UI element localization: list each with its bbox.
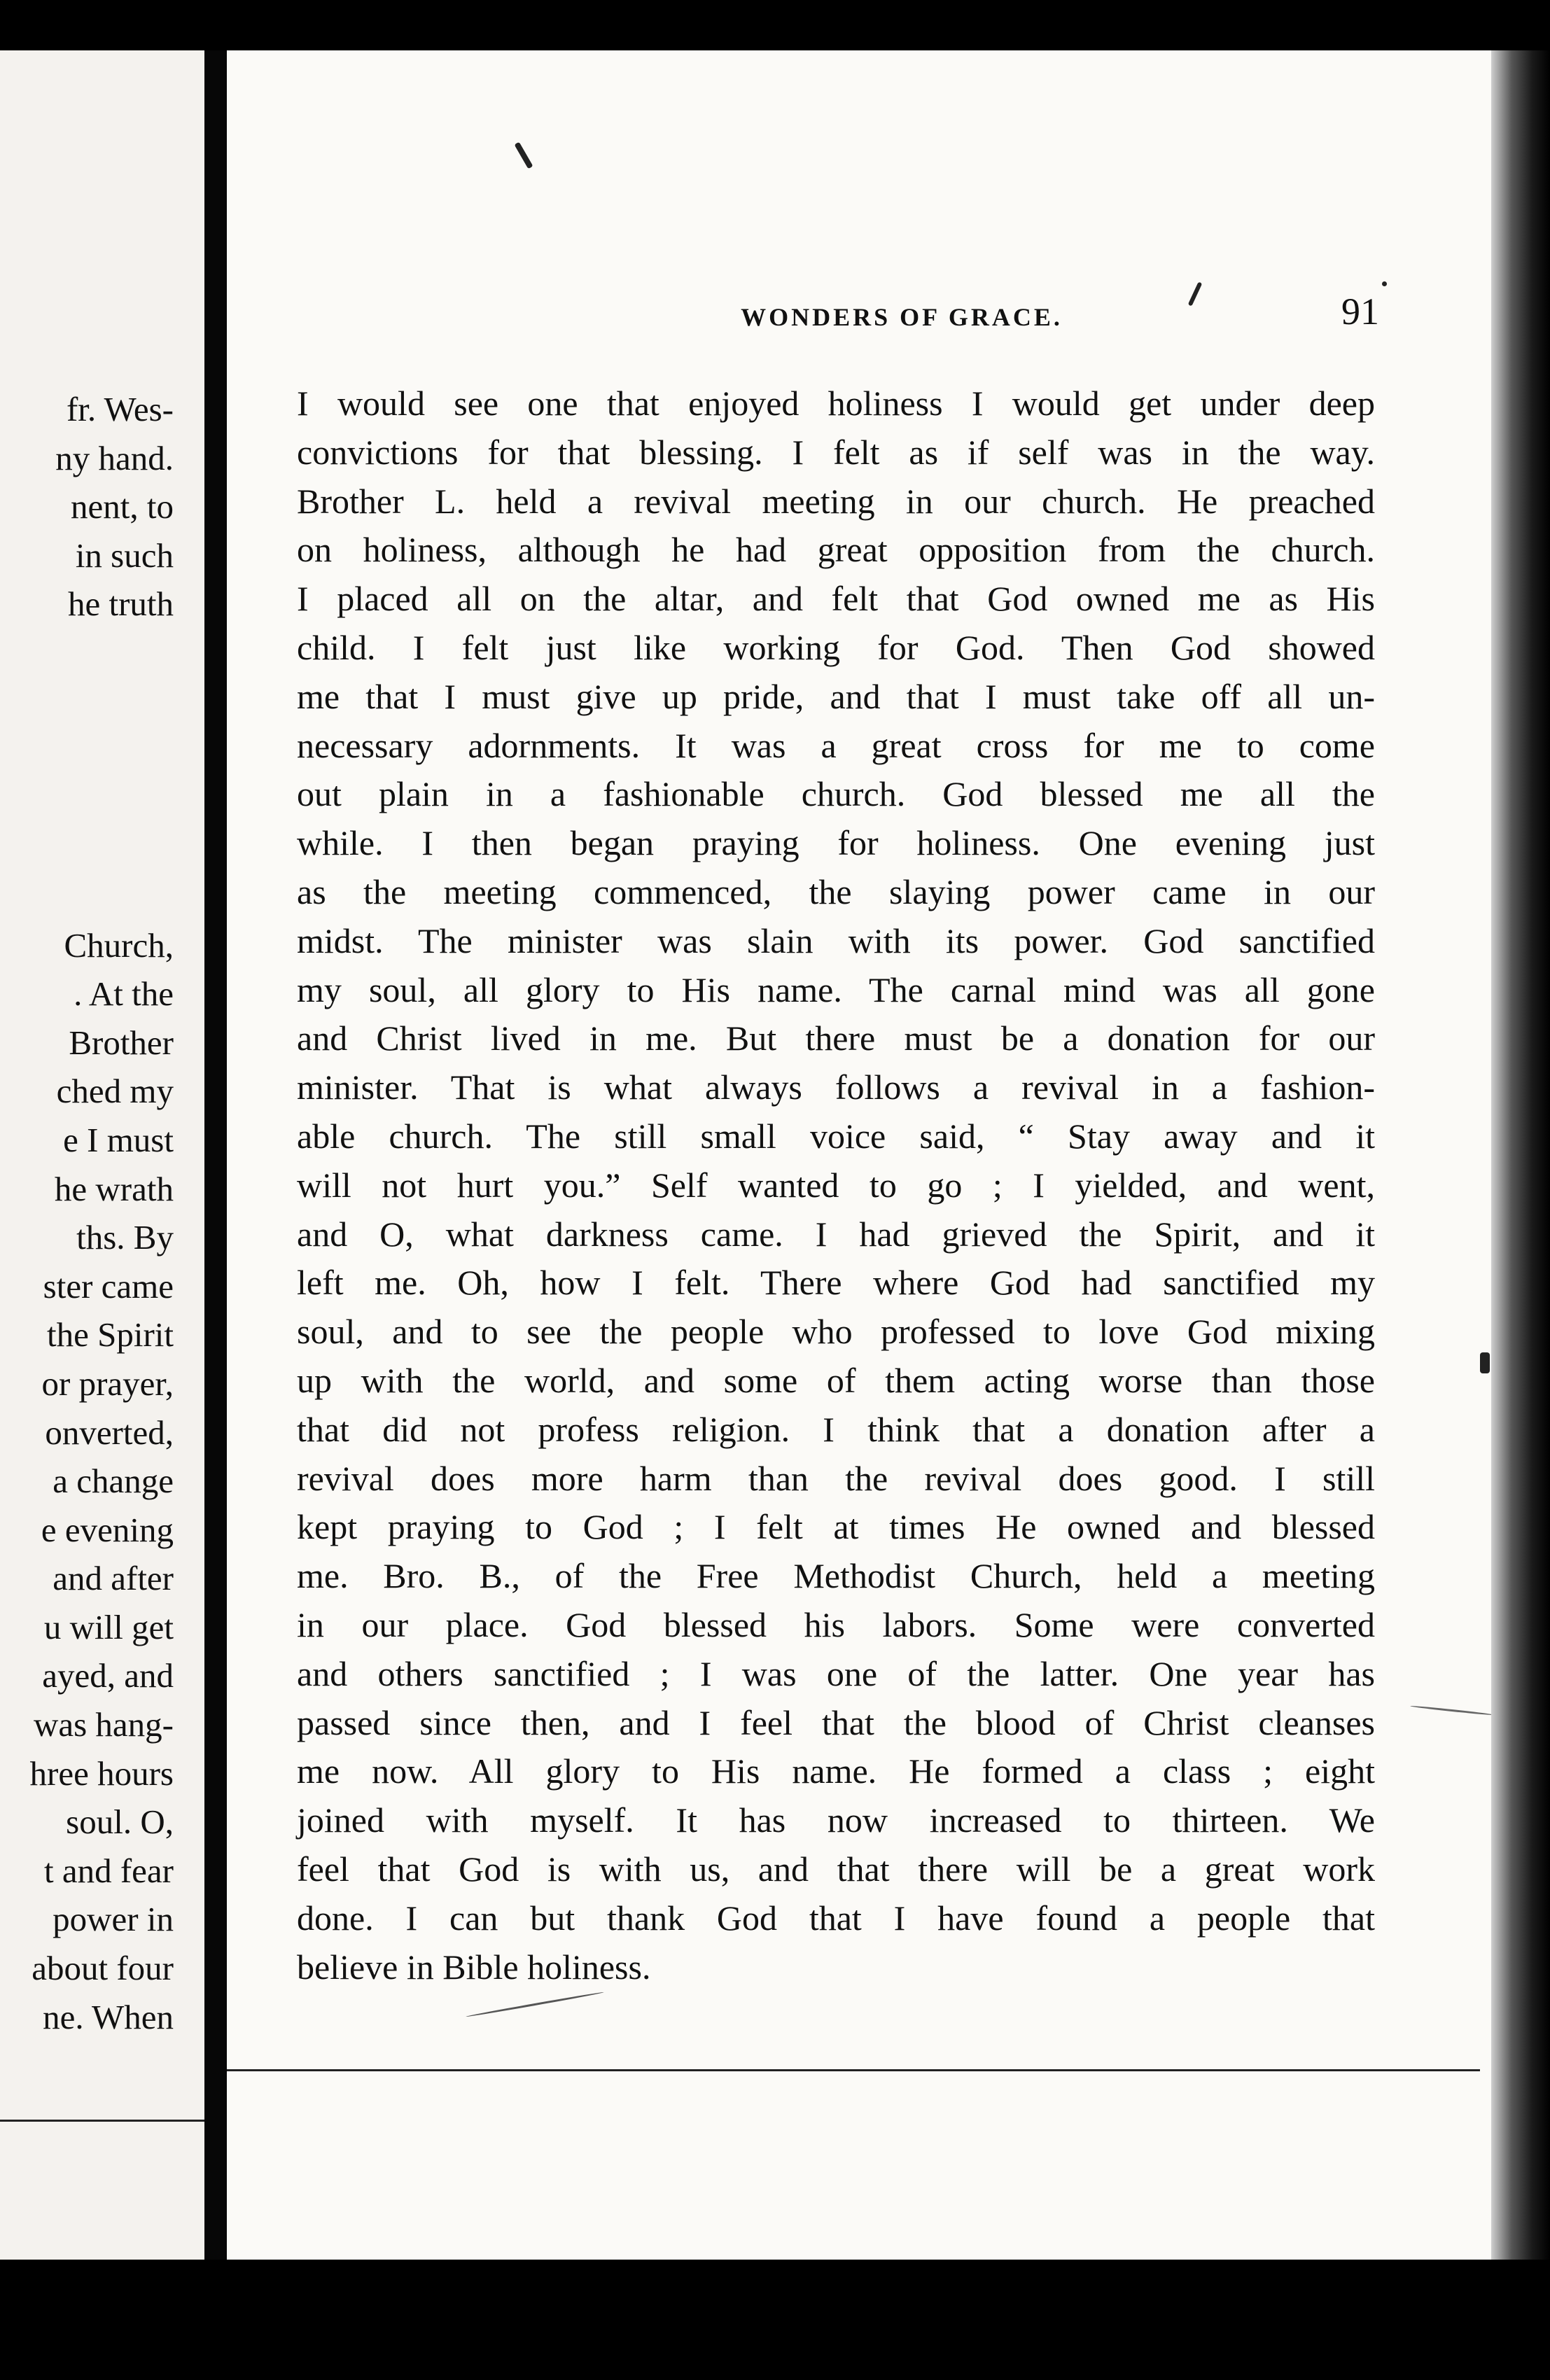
text-line: up with the world, and some of them acting worse than those	[297, 1360, 1375, 1400]
text-line: able church. The still small voice said, “ Stay away and it	[297, 1116, 1375, 1156]
text-line: power in	[53, 1900, 174, 1939]
text-line: ne. When	[43, 1997, 174, 2036]
text-line: about four	[32, 1949, 174, 1988]
text-line: soul. O,	[66, 1802, 174, 1842]
text-line: left me. Oh, how I felt. There where God had sanctified my	[297, 1263, 1375, 1303]
text-line: Brother L. held a revival meeting in our church. He preached	[297, 481, 1375, 521]
text-line: I would see one that enjoyed holiness I would get under deep	[297, 384, 1375, 423]
scan-border-bottom	[0, 2260, 1550, 2380]
scan-speck	[1382, 281, 1387, 286]
text-line: and O, what darkness came. I had grieved the Spirit, and it	[297, 1214, 1375, 1254]
text-line: nent, to	[71, 487, 174, 526]
scan-mark	[515, 142, 533, 169]
scan-mark	[1410, 1705, 1494, 1716]
text-line: on holiness, although he had great opposition from the church.	[297, 530, 1375, 570]
text-line: Church,	[64, 925, 174, 965]
running-header: WONDERS OF GRACE.	[741, 303, 1063, 331]
page-number: 91	[1341, 290, 1379, 332]
text-line: believe in Bible holiness.	[297, 1947, 651, 1987]
text-line: Brother	[69, 1023, 174, 1062]
text-line: e evening	[41, 1510, 174, 1549]
text-line: fr. Wes-	[66, 390, 174, 428]
text-line: onverted,	[45, 1413, 174, 1452]
text-line: ster came	[43, 1266, 174, 1306]
text-line: in such	[75, 536, 174, 575]
text-line: that did not profess religion. I think that a donation after a	[297, 1409, 1375, 1449]
text-line: my soul, all glory to His name. The carnal mind was all gone	[297, 969, 1375, 1009]
previous-page-fragment	[0, 50, 204, 2260]
text-line: he truth	[67, 584, 174, 624]
text-line: joined with myself. It has now increased to thirteen. We	[297, 1800, 1375, 1840]
text-line: and after	[53, 1559, 174, 1598]
text-line: will not hurt you.” Self wanted to go ; I yielded, and went,	[297, 1165, 1375, 1205]
text-line: out plain in a fashionable church. God blessed me all the	[297, 774, 1375, 814]
text-line: ths. By	[76, 1218, 174, 1257]
scan-border-top	[0, 0, 1550, 50]
scan-mark	[1188, 281, 1203, 306]
text-line: was hang-	[33, 1705, 174, 1744]
text-line: convictions for that blessing. I felt as if self was in the way.	[297, 432, 1375, 472]
text-line: as the meeting commenced, the slaying power came in our	[297, 872, 1375, 911]
text-line: midst. The minister was slain with its power. God sanctified	[297, 920, 1375, 960]
book-gutter	[204, 50, 227, 2260]
current-page	[227, 50, 1529, 2260]
page-edge-shadow	[1491, 50, 1550, 2260]
text-line: e I must	[63, 1120, 174, 1159]
text-line: ayed, and	[42, 1656, 174, 1695]
text-line: me. Bro. B., of the Free Methodist Church, held a meeting	[297, 1556, 1375, 1596]
text-line: I placed all on the altar, and felt that God owned me as His	[297, 579, 1375, 619]
text-line: a change	[53, 1462, 174, 1501]
text-line: ched my	[56, 1072, 174, 1111]
text-line: in our place. God blessed his labors. Some were converted	[297, 1604, 1375, 1644]
text-line: . At the	[74, 974, 174, 1014]
text-line: passed since then, and I feel that the blood of Christ cleanses	[297, 1702, 1375, 1742]
text-line: and Christ lived in me. But there must be a donation for our	[297, 1018, 1375, 1058]
text-line: while. I then began praying for holiness. One evening just	[297, 823, 1375, 863]
text-line: me now. All glory to His name. He formed a class ; eight	[297, 1751, 1375, 1791]
text-line: child. I felt just like working for God. Then God showed	[297, 627, 1375, 667]
previous-page-text	[0, 385, 174, 2041]
text-line: necessary adornments. It was a great cross for me to come	[297, 725, 1375, 765]
text-line: ny hand.	[55, 438, 174, 477]
text-line: he wrath	[54, 1169, 174, 1208]
previous-page-bottom-rule	[0, 2120, 204, 2122]
text-line: revival does more harm than the revival does good. I still	[297, 1458, 1375, 1498]
text-line: or prayer,	[41, 1364, 174, 1403]
text-line: the Spirit	[46, 1315, 174, 1354]
text-line: minister. That is what always follows a revival in a fashion-	[297, 1068, 1375, 1107]
text-line: t and fear	[44, 1851, 174, 1890]
page-body-text	[297, 379, 1375, 1991]
text-line: hree hours	[29, 1754, 174, 1793]
text-line: soul, and to see the people who professed to love God mixing	[297, 1312, 1375, 1352]
text-gap	[0, 629, 174, 921]
text-line: done. I can but thank God that I have found a people that	[297, 1898, 1375, 1938]
scan-speck	[1480, 1352, 1490, 1373]
text-line: feel that God is with us, and that there will be a great work	[297, 1849, 1375, 1889]
text-line: me that I must give up pride, and that I must take off all un-	[297, 676, 1375, 716]
text-line: and others sanctified ; I was one of the latter. One year has	[297, 1653, 1375, 1693]
text-line: kept praying to God ; I felt at times He owned and blessed	[297, 1507, 1375, 1547]
text-line: u will get	[43, 1607, 174, 1646]
page-bottom-rule	[227, 2069, 1480, 2071]
scan-mark	[466, 1991, 603, 2018]
